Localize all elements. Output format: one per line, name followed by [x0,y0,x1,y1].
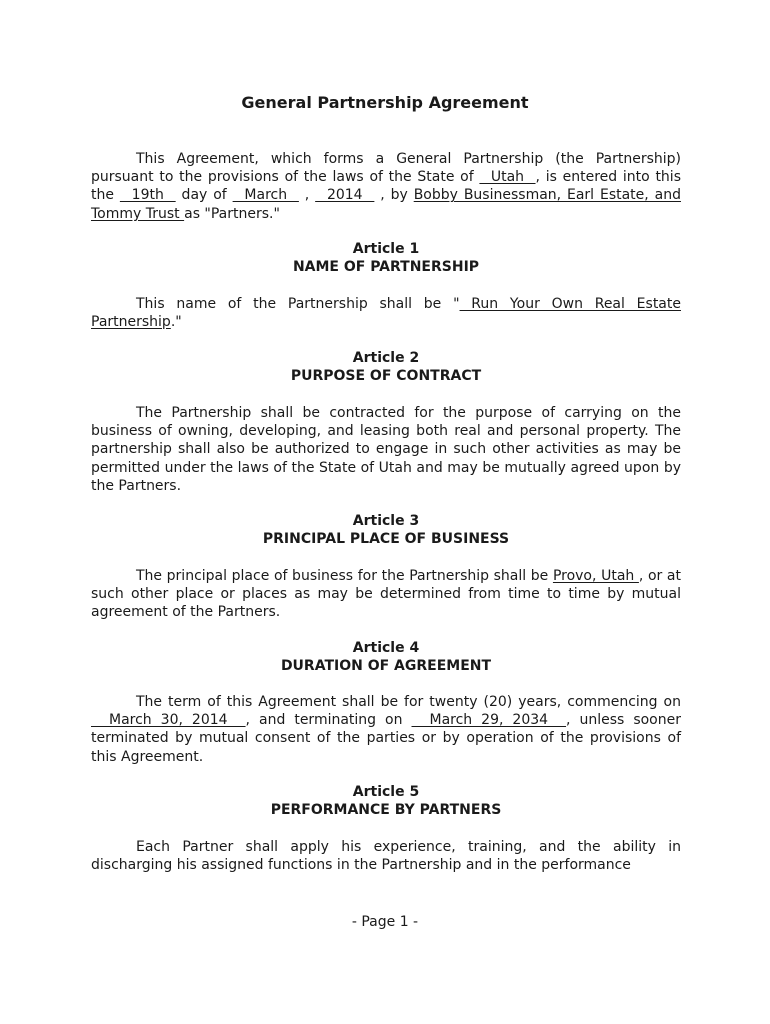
article-4-body [91,693,681,766]
intro-paragraph [91,150,681,223]
month-field: March [232,187,299,204]
intro-text-1: This Agreement, which forms a General Partnership (the Partnership) pursuant to the provisions of the laws of the State of [91,151,681,186]
article-1-body [91,295,681,331]
end-date-field: March 29, 2034 [411,712,567,729]
intro-text-5: , by [374,187,414,204]
article-title: PRINCIPAL PLACE OF BUSINESS [262,531,510,548]
article-title: NAME OF PARTNERSHIP [292,259,480,276]
article-4-heading [91,639,681,675]
article-title: PURPOSE OF CONTRACT [290,368,482,385]
intro-text-6: as "Partners." [184,205,280,222]
article-number: Article 3 [352,513,420,529]
article-2-body [91,404,681,495]
article-1-text-2: ." [170,314,182,331]
start-date-field: March 30, 2014 [91,712,246,729]
article-number: Article 4 [352,640,420,656]
day-field: 19th [119,187,176,204]
article-5-body [91,838,681,874]
state-field: Utah [479,169,536,186]
article-number: Article 5 [352,784,420,800]
article-3-text-1: The principal place of business for the Partnership shall be [136,568,553,584]
intro-text-2: , is entered into this the [91,169,681,204]
page-number: - Page 1 - [351,914,419,930]
article-5-heading [91,783,681,819]
article-1-text-1: This name of the Partnership shall be " [136,296,460,312]
article-number: Article 1 [352,241,420,257]
place-field: Provo, Utah [552,568,639,584]
article-number: Article 2 [352,350,420,366]
article-3-heading [91,512,681,548]
article-2-heading [91,349,681,385]
article-5-text: Each Partner shall apply his experience, training, and the ability in discharging his assigned functions in the Partnership and in the performance [91,839,681,874]
year-field: 2014 [315,187,375,204]
article-title: DURATION OF AGREEMENT [280,658,492,675]
article-2-text: The Partnership shall be contracted for the purpose of carrying on the business of owning, developing, and leasing both real and personal property. The partnership shall also be authorized to engage in such other activities as may be permitted under the laws of the State of Utah and may be mutually agreed upon by the Partners. [91,405,681,494]
intro-text-3: day of [175,187,233,204]
intro-text-4: , [298,187,316,204]
article-3-body [91,567,681,622]
article-4-text-2: , and terminating on [245,712,412,729]
article-1-heading [91,240,681,276]
partnership-name-field: Run Your Own Real Estate Partnership [91,296,681,331]
article-4-text-3: , unless sooner terminated by mutual consent of the parties or by operation of the provisions of this Agreement. [91,712,681,765]
article-3-text-2: , or at such other place or places as may be determined from time to time by mutual agreement of the Partners. [91,568,682,621]
article-4-text-1: The term of this Agreement shall be for twenty (20) years, commencing on [136,694,681,710]
document-title: General Partnership Agreement [241,93,529,112]
article-title: PERFORMANCE BY PARTNERS [270,802,502,819]
partners-field: Bobby Businessman, Earl Estate, and Tommy Trust [91,187,681,222]
